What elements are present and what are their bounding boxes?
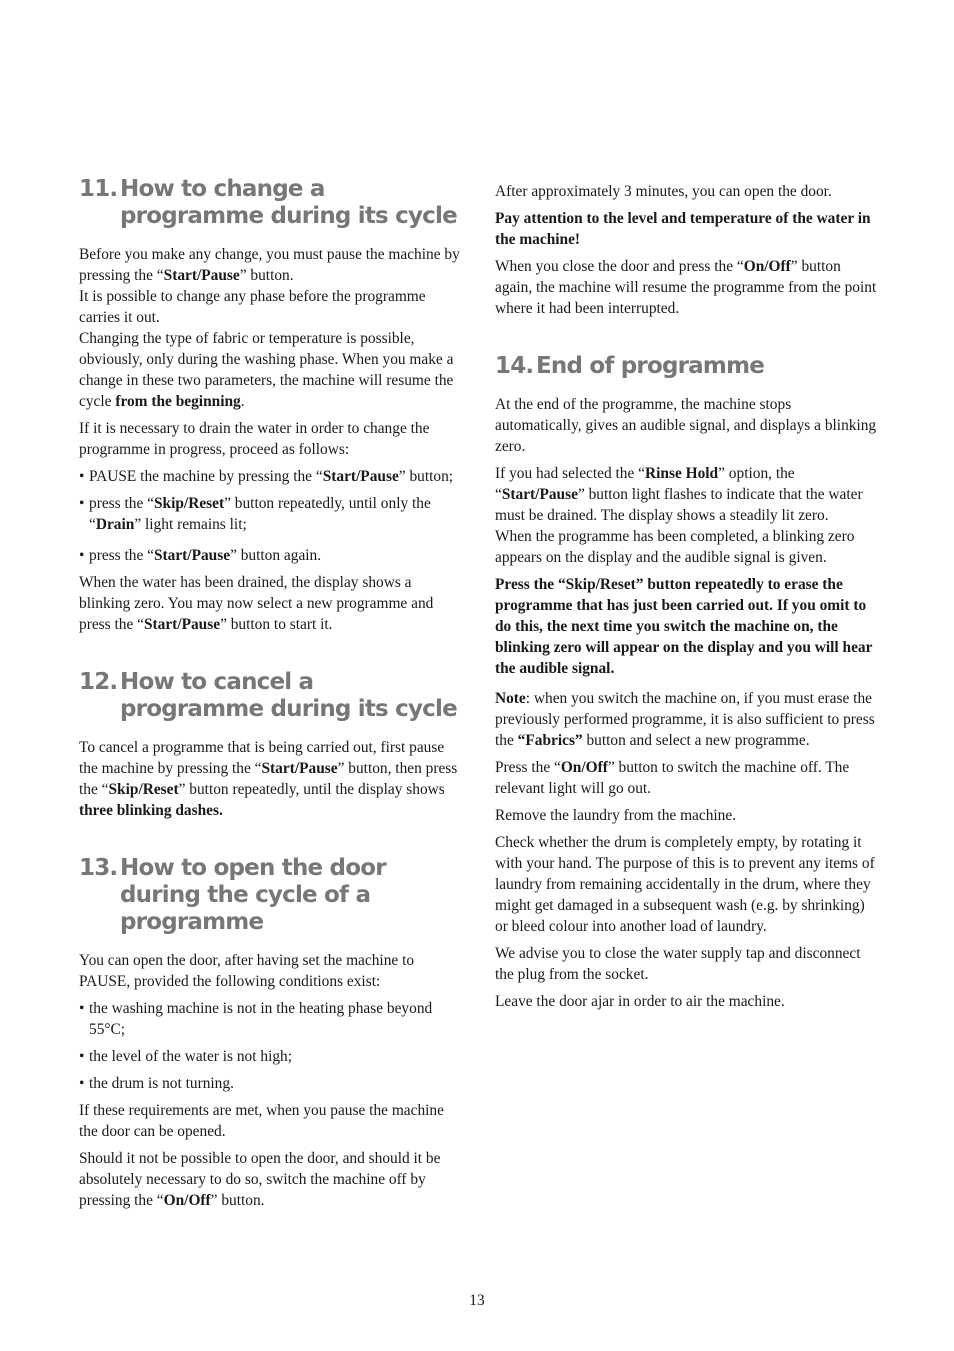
s13-paragraph-1: You can open the door, after having set the machine to PAUSE, provided the following conditions exist:	[79, 952, 415, 990]
s13-paragraph-5: Pay attention to the level and temperature of the water in the machine!	[495, 210, 871, 248]
section-13-number: 13.	[79, 855, 118, 881]
section-12-number: 12.	[79, 669, 118, 695]
s11-paragraph-5: When the water has been drained, the display shows a blinking zero. You may now select a new programme and press the “Start/Pause” button to start it.	[79, 574, 434, 633]
bullet-marker: •	[79, 468, 85, 485]
s14-paragraph-5: Note: when you switch the machine on, if you must erase the previously performed programme, it is also sufficient to press the “Fabrics” button and select a new programme.	[495, 690, 875, 749]
section-11-heading	[79, 176, 463, 230]
s13-paragraph-2: If these requirements are met, when you pause the machine the door can be opened.	[79, 1102, 444, 1140]
section-14-title: End of programme	[536, 353, 765, 379]
s14-paragraph-4: Press the “Skip/Reset” button repeatedly to erase the programme that has just been carried out. If you omit to do this, the next time you switch the machine on, the blinking zero will appear on the display and you will hear the audible signal.	[495, 576, 873, 677]
s13-paragraph-6: When you close the door and press the “On/Off” button again, the machine will resume the programme from the point where it had been interrupted.	[495, 258, 877, 317]
section-13-title: How to open the door during the cycle of a programme	[120, 855, 386, 935]
bullet-marker: •	[79, 495, 85, 512]
section-12-heading	[79, 669, 463, 723]
right-column	[495, 181, 877, 1018]
s12-paragraph-1: To cancel a programme that is being carried out, first pause the machine by pressing the “Start/Pause” button, then press the “Skip/Reset” button repeatedly, until the display shows three blinking dashes.	[79, 739, 458, 819]
bullet-marker: •	[79, 1000, 85, 1017]
s13-paragraph-3: Should it not be possible to open the door, and should it be absolutely necessary to do so, switch the machine off by pressing the “On/Off” button.	[79, 1150, 441, 1209]
bullet-marker: •	[79, 1048, 85, 1065]
s14-paragraph-9: We advise you to close the water supply tap and disconnect the plug from the socket.	[495, 945, 861, 983]
s11-bullet-3: • press the “Start/Pause” button again.	[79, 547, 322, 564]
s14-paragraph-2: If you had selected the “Rinse Hold” option, the “Start/Pause” button light flashes to indicate that the water must be drained. The display shows a steadily lit zero.	[495, 465, 863, 524]
s11-paragraph-2: It is possible to change any phase before the programme carries it out.	[79, 288, 426, 326]
bullet-marker: •	[79, 1075, 85, 1092]
section-11-number: 11.	[79, 176, 118, 202]
s14-paragraph-1: At the end of the programme, the machine stops automatically, gives an audible signal, and displays a blinking zero.	[495, 396, 877, 455]
s14-paragraph-10: Leave the door ajar in order to air the machine.	[495, 993, 785, 1010]
s11-bullet-1: • PAUSE the machine by pressing the “Start/Pause” button;	[79, 468, 454, 485]
section-14-heading	[495, 353, 877, 380]
section-14-number: 14.	[495, 353, 534, 379]
bullet-marker: •	[79, 547, 85, 564]
s13-bullet-2: • the level of the water is not high;	[79, 1048, 293, 1065]
s14-paragraph-3: When the programme has been completed, a blinking zero appears on the display and the audible signal is given.	[495, 528, 855, 566]
section-13-heading	[79, 855, 463, 936]
section-11-title: How to change a programme during its cycle	[120, 176, 457, 229]
left-column	[79, 176, 463, 1217]
section-12-title: How to cancel a programme during its cycle	[120, 669, 457, 722]
s13-bullet-3: • the drum is not turning.	[79, 1075, 234, 1092]
s14-paragraph-6: Press the “On/Off” button to switch the machine off. The relevant light will go out.	[495, 759, 850, 797]
s14-paragraph-7: Remove the laundry from the machine.	[495, 807, 737, 824]
s14-paragraph-8: Check whether the drum is completely empty, by rotating it with your hand. The purpose of this is to prevent any items of laundry from remaining accidentally in the drum, where they might get damaged in a subsequent wash (e.g. by shrinking) or bleed colour into another load of laundry.	[495, 834, 875, 935]
s11-paragraph-3: Changing the type of fabric or temperature is possible, obviously, only during the washing phase. When you make a change in these two parameters, the machine will resume the cycle from the beginning.	[79, 330, 454, 410]
page-number: 13	[469, 1292, 485, 1309]
s13-bullet-1: • the washing machine is not in the heating phase beyond 55°C;	[79, 1000, 433, 1038]
s11-bullet-2: • press the “Skip/Reset” button repeatedly, until only the “Drain” light remains lit;	[79, 495, 431, 533]
s11-paragraph-1: Before you make any change, you must pause the machine by pressing the “Start/Pause” button.	[79, 246, 460, 284]
s13-paragraph-4: After approximately 3 minutes, you can open the door.	[495, 183, 832, 200]
s11-paragraph-4: If it is necessary to drain the water in order to change the programme in progress, proceed as follows:	[79, 420, 430, 458]
